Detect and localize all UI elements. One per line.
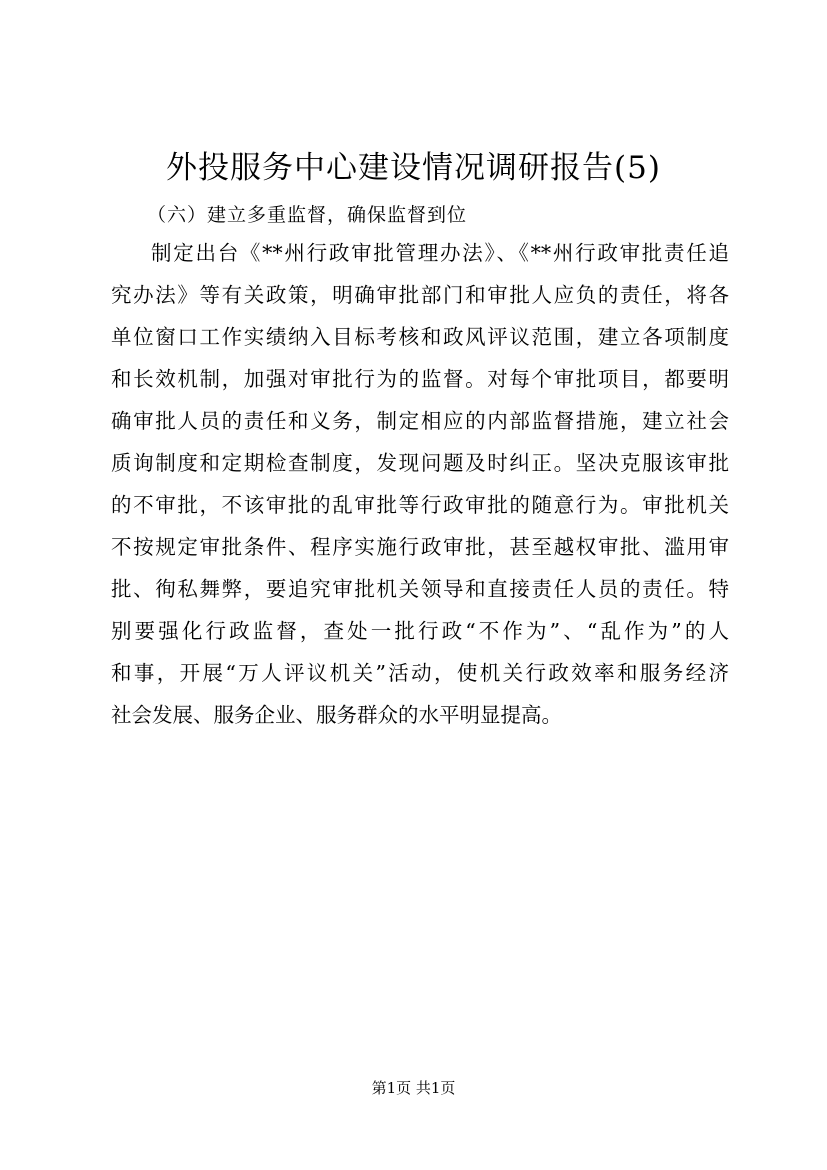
paragraph-line: 不按规定审批条件、程序实施行政审批，甚至越权审批、滥用审	[111, 535, 729, 559]
paragraph-line: 质询制度和定期检查制度，发现问题及时纠正。坚决克服该审批	[111, 451, 729, 475]
paragraph-line: 制定出台《**州行政审批管理办法》、《**州行政审批责任追	[151, 241, 729, 265]
paragraph-line: 单位窗口工作实绩纳入目标考核和政风评议范围，建立各项制度	[111, 325, 729, 349]
paragraph-line: 批、徇私舞弊，要追究审批机关领导和直接责任人员的责任。特	[111, 577, 729, 601]
section-heading: （六）建立多重监督，确保监督到位	[147, 204, 468, 226]
paragraph-line: 和事，开展“万人评议机关”活动，使机关行政效率和服务经济	[111, 661, 729, 685]
paragraph-line: 确审批人员的责任和义务，制定相应的内部监督措施，建立社会	[111, 409, 729, 433]
paragraph-line: 社会发展、服务企业、服务群众的水平明显提高。	[111, 703, 562, 727]
paragraph-line: 究办法》等有关政策，明确审批部门和审批人应负的责任，将各	[111, 283, 729, 307]
document-title: 外投服务中心建设情况调研报告(5)	[166, 150, 661, 186]
paragraph-line: 的不审批，不该审批的乱审批等行政审批的随意行为。审批机关	[111, 493, 729, 517]
page-number-footer: 第1页 共1页	[371, 1079, 456, 1097]
paragraph-line: 别要强化行政监督，查处一批行政“不作为”、“乱作为”的人	[111, 619, 729, 643]
paragraph-line: 和长效机制，加强对审批行为的监督。对每个审批项目，都要明	[111, 367, 729, 391]
